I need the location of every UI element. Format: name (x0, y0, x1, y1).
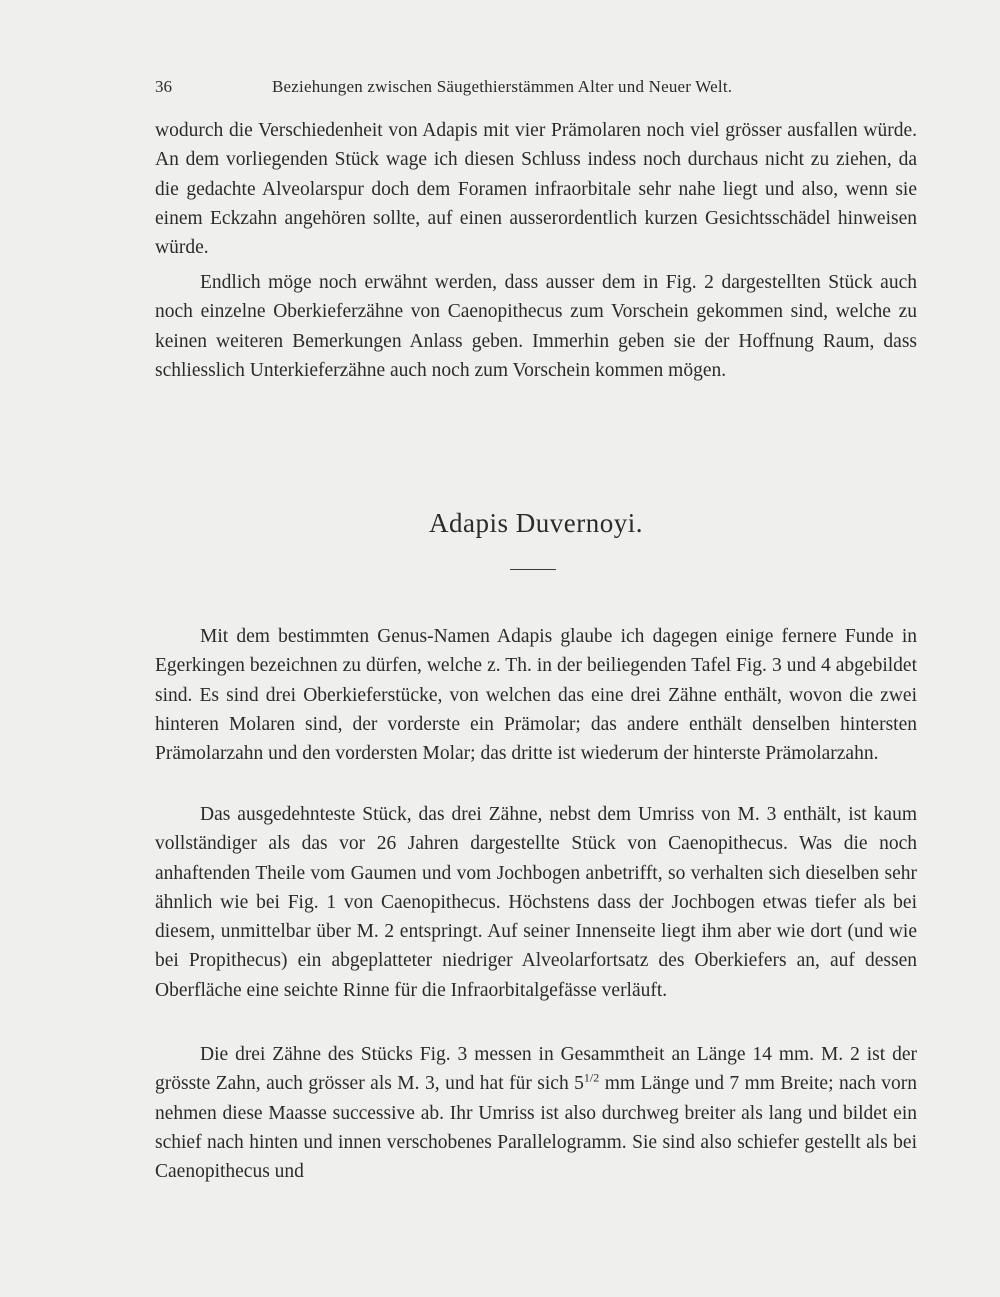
paragraph-tooth-measurements (155, 1040, 917, 1186)
measurement-text-start: Die drei Zähne des Stücks Fig. 3 messen in Gesammtheit an Länge 14 mm. M. 2 ist der grösste Zahn, auch grösser als M. 3, und hat für sich 5 (155, 1044, 917, 1095)
paragraph-continuation: wodurch die Verschiedenheit von Adapis mit vier Prämolaren noch viel grösser ausfallen würde. An dem vorliegenden Stück wage ich diesen Schluss indess noch durchaus nicht zu ziehen, da die gedachte Alveolarspur doch dem Foramen infraorbitale sehr nahe liegt und also, wenn sie einem Eckzahn angehören sollte, auf einen ausserordentlich kurzen Gesichtsschädel hinweisen würde. (155, 120, 917, 259)
paragraph-adapis-finds: Mit dem bestimmten Genus-Namen Adapis glaube ich dagegen einige fernere Funde in Egerkingen bezeichnen zu dürfen, welche z. Th. in der beiliegenden Tafel Fig. 3 und 4 abgebildet sind. Es sind drei Oberkieferstücke, von welchen das eine drei Zähne enthält, wovon die zwei hinteren Molaren sind, der vorderste ein Prämolar; das andere enthält denselben hintersten Prämolarzahn und den vordersten Molar; das dritte ist wiederum der hinterste Prämolarzahn. (155, 626, 917, 765)
section-heading: Adapis Duvernoyi. (429, 508, 643, 538)
running-head (155, 74, 917, 100)
fraction: 1/2 (583, 1070, 600, 1085)
running-title: Beziehungen zwischen Säugethierstämmen Alter und Neuer Welt. (272, 77, 733, 96)
section-divider (510, 569, 556, 570)
measurement-text-end: mm Länge und 7 mm Breite; nach vorn nehmen diese Maasse successive ab. Ihr Umriss ist also durchweg breiter als lang und bildet ein schief nach hinten und innen verschobenes Parallelogramm. Sie sind also schiefer gestellt als bei Caenopithecus und (155, 1073, 917, 1183)
page-number: 36 (155, 77, 172, 96)
paragraph-specimen-description: Das ausgedehnteste Stück, das drei Zähne, nebst dem Umriss von M. 3 enthält, ist kaum vollständiger als das vor 26 Jahren dargestellte Stück von Caenopithecus. Was die noch anhaftenden Theile vom Gaumen und vom Jochbogen anbetrifft, so verhalten sich dieselben sehr ähnlich wie bei Fig. 1 von Caenopithecus. Höchstens dass der Jochbogen etwas tiefer als bei diesem, unmittelbar über M. 2 entspringt. Auf seiner Innenseite liegt ihm aber wie dort (und wie bei Propithecus) ein abgeplatteter niedriger Alveolarfortsatz des Oberkiefers an, auf dessen Oberfläche eine seichte Rinne für die Infraorbitalgefässe verläuft. (155, 804, 917, 1001)
paragraph-caenopithecus-teeth: Endlich möge noch erwähnt werden, dass ausser dem in Fig. 2 dargestellten Stück auch noch einzelne Oberkieferzähne von Caenopithecus zum Vorschein gekommen sind, welche zu keinen weiteren Bemerkungen Anlass geben. Immerhin geben sie der Hoffnung Raum, dass schliesslich Unterkieferzähne auch noch zum Vorschein kommen mögen. (155, 272, 917, 381)
